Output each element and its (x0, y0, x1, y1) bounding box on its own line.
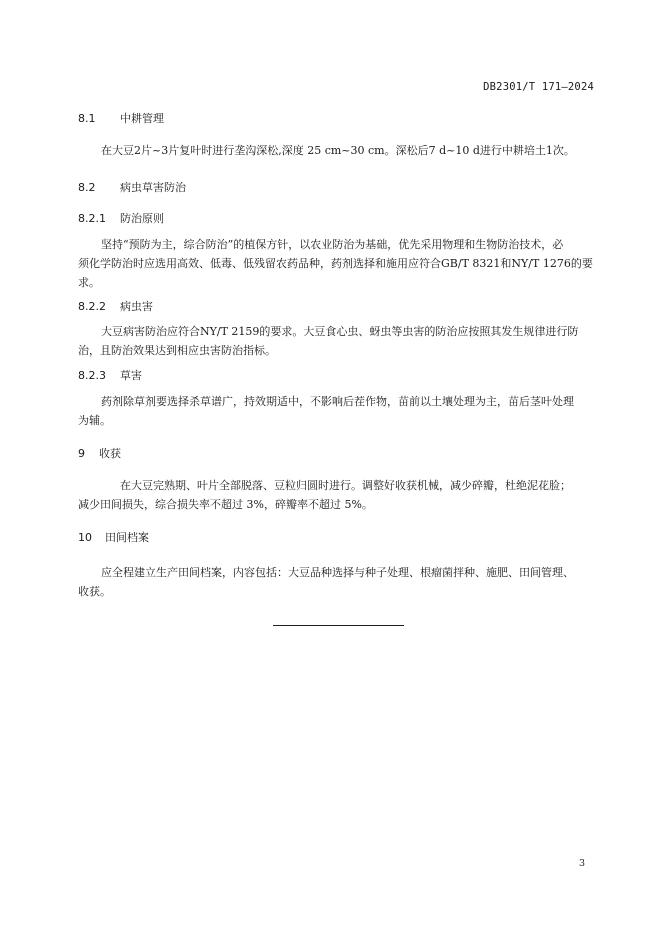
paragraph-line: 应全程建立生产田间档案，内容包括：大豆品种选择与种子处理、根瘤菌拌种、施肥、田间管理、 (101, 566, 574, 579)
page-number: 3 (578, 858, 585, 869)
section-title: 病虫草害防治 (120, 181, 186, 194)
section-body-8-2-3 (78, 392, 598, 430)
paragraph-line: 治，且防治效果达到相应虫害防治指标。 (78, 344, 276, 357)
section-heading-8-1 (78, 110, 164, 126)
section-number: 8.2 (78, 181, 96, 194)
paragraph-line: 须化学防治时应选用高效、低毒、低残留农药品种，药剂选择和施用应符合GB/T 8321和NY/T 1276的要 (78, 257, 593, 270)
section-number: 9 (78, 447, 85, 460)
section-number: 8.1 (78, 112, 96, 125)
section-number: 8.2.3 (78, 369, 106, 382)
end-rule-divider (273, 625, 404, 626)
section-body-10 (78, 563, 598, 601)
section-title: 田间档案 (105, 531, 149, 544)
paragraph-line: 为辅。 (78, 414, 111, 427)
document-code: DB2301/T 171—2024 (483, 81, 594, 93)
paragraph-line: 大豆病害防治应符合NY/T 2159的要求。大豆食心虫、蚜虫等虫害的防治应按照其发生规律进行防 (101, 325, 579, 338)
section-body-9 (78, 476, 598, 514)
section-heading-10 (78, 529, 149, 545)
section-body-8-2-1 (78, 235, 598, 292)
section-number: 8.2.2 (78, 300, 106, 313)
section-body-8-1 (78, 141, 598, 160)
paragraph-line: 减少田间损失，综合损失率不超过 3%，碎瓣率不超过 5%。 (78, 498, 373, 511)
section-heading-8-2-3 (78, 367, 142, 383)
section-number: 10 (78, 531, 92, 544)
paragraph-line: 在大豆2片~3片复叶时进行垄沟深松,深度 25 cm~30 cm。深松后7 d~10 d进行中耕培土1次。 (101, 144, 575, 157)
paragraph-line: 收获。 (78, 585, 111, 598)
section-title: 病虫害 (120, 300, 153, 313)
section-heading-9 (78, 445, 121, 461)
section-body-8-2-2 (78, 322, 598, 360)
paragraph-line: 坚持“预防为主，综合防治”的植保方针，以农业防治为基础，优先采用物理和生物防治技术，必 (101, 238, 564, 251)
section-heading-8-2 (78, 179, 186, 195)
section-heading-8-2-2 (78, 298, 153, 314)
section-heading-8-2-1 (78, 210, 164, 226)
section-title: 防治原则 (120, 212, 164, 225)
paragraph-line: 药剂除草剂要选择杀草谱广，持效期适中，不影响后茬作物，苗前以土壤处理为主，苗后茎叶处理 (101, 395, 574, 408)
section-title: 草害 (120, 369, 142, 382)
paragraph-line: 在大豆完熟期、叶片全部脱落、豆粒归圆时进行。调整好收获机械，减少碎瓣，杜绝泥花脸； (120, 479, 571, 492)
section-number: 8.2.1 (78, 212, 106, 225)
section-title: 中耕管理 (120, 112, 164, 125)
section-title: 收获 (99, 447, 121, 460)
paragraph-line: 求。 (78, 276, 100, 289)
